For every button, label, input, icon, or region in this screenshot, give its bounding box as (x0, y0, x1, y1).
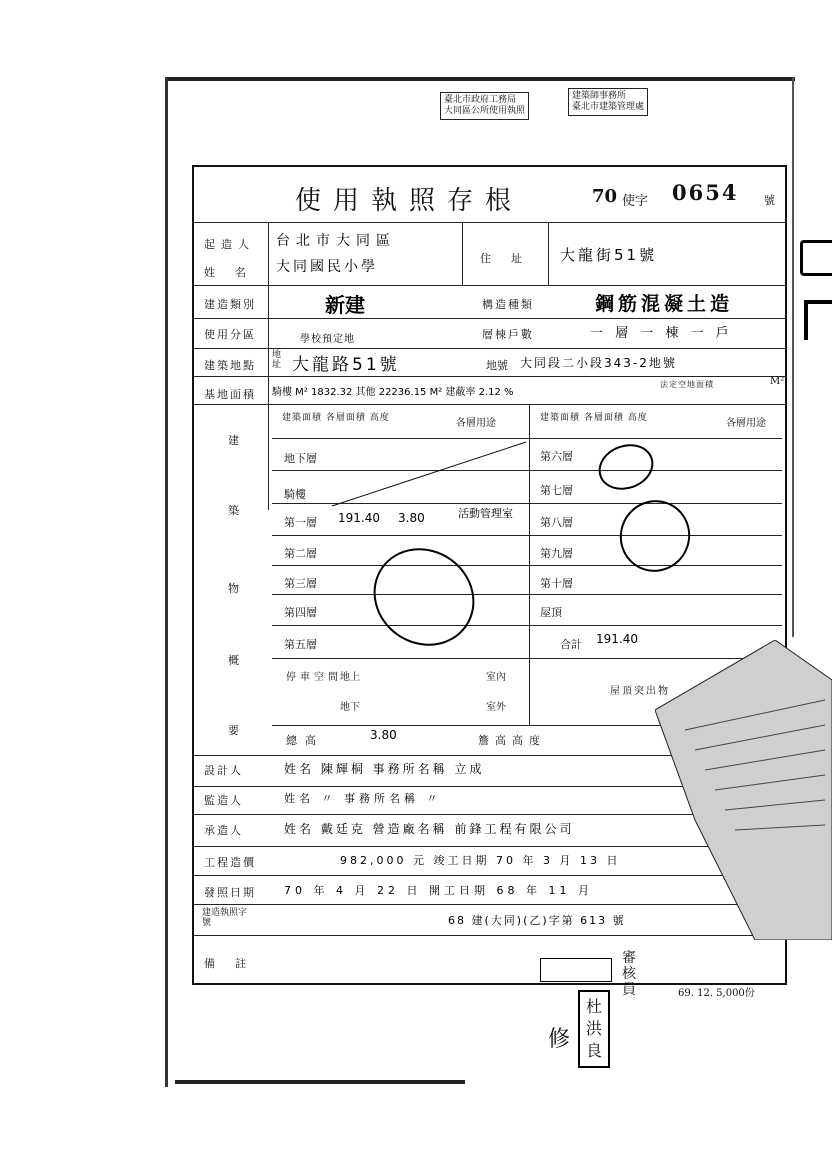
paper-edge (792, 77, 794, 637)
site-address: 大龍路51號 (292, 355, 400, 375)
contractor-value: 姓名 戴廷克 營造廠名稱 前鋒工程有限公司 (284, 822, 575, 836)
unit-m2: M² (770, 376, 785, 387)
supervisor-value: 姓名 〃 事務所名稱 〃 (284, 792, 442, 805)
issue-date-label: 發照日期 (204, 886, 256, 899)
name-label: 姓名 (204, 266, 266, 279)
edge-mark (800, 240, 832, 276)
address-label: 住址 (480, 252, 542, 265)
table-header-right (540, 410, 710, 423)
area-label: 基地面積 (204, 388, 256, 401)
row-label: 第三層 (284, 577, 317, 590)
row-label: 騎樓 (284, 488, 306, 501)
col-header: 各層用途 (726, 418, 766, 429)
floors-value: 一 層 一 棟 一 戶 (590, 326, 733, 341)
side-char: 築 (228, 504, 239, 517)
row-label: 第二層 (284, 547, 317, 560)
divider (272, 438, 782, 439)
paper-edge (175, 1080, 465, 1084)
building-type-value: 新建 (325, 293, 365, 317)
permit-label: 建造執照字號 (202, 908, 248, 928)
col-header: 各層用途 (456, 418, 496, 429)
reviewer-note: 審核員 (622, 950, 636, 998)
first-floor-height: 3.80 (398, 511, 425, 525)
page-title: 使用執照存根 (295, 186, 524, 216)
parking-under: 地下 (340, 702, 360, 713)
eave-label: 簷高高度 (478, 734, 546, 747)
permit-value: 68 建(大同)(乙)字第 613 號 (448, 914, 626, 927)
edge-mark (804, 300, 832, 340)
col-header: 高度 (369, 413, 390, 423)
supervisor-label: 監造人 (204, 794, 243, 807)
print-code: 69. 12. 5,000份 (678, 988, 755, 999)
row-label: 第六層 (540, 450, 573, 463)
col-header: 建築面積 (282, 413, 323, 423)
first-floor-area: 191.40 (338, 511, 380, 525)
permit-year: 70 (592, 186, 618, 207)
permit-serial: 0654 (672, 180, 739, 205)
stamp-line: 建築師事務所 (572, 91, 627, 101)
paper-edge (165, 77, 168, 1087)
cost-label: 工程造價 (204, 856, 256, 869)
building-type-label: 建造類別 (204, 298, 256, 311)
header-stamp-right (568, 88, 648, 116)
divider (193, 376, 786, 377)
header-stamp-left (440, 92, 529, 120)
divider (193, 318, 786, 319)
site-lot-label: 地號 (486, 359, 508, 372)
structure-label: 構造種類 (482, 298, 534, 311)
side-char: 建 (228, 434, 239, 447)
diagonal-strike (330, 440, 530, 510)
address-value: 大龍街51號 (560, 246, 658, 264)
divider (268, 223, 269, 510)
row-label: 合計 (560, 638, 582, 651)
height-label: 總高 (286, 734, 324, 747)
side-char: 要 (228, 724, 239, 737)
applicant-value: 台北市大同區 (276, 233, 396, 249)
issue-date-value: 70 年 4 月 22 日 開工日期 68 年 11 月 (284, 884, 593, 897)
col-header: 高度 (627, 413, 648, 423)
area-value: 騎樓 M² 1832.32 其他 22236.15 M² 建蔽率 2.12 % (272, 387, 514, 398)
torn-corner (655, 640, 832, 940)
designer-value: 姓名 陳輝桐 事務所名稱 立成 (284, 762, 485, 776)
divider (272, 625, 782, 626)
row-label: 第七層 (540, 484, 573, 497)
divider (548, 223, 549, 285)
signature-stamp: 杜 洪 良 (578, 990, 610, 1068)
side-char: 物 (228, 582, 239, 595)
row-label: 第十層 (540, 577, 573, 590)
parking-indoor: 室內 (486, 672, 506, 683)
divider (193, 222, 786, 223)
stamp-line: 臺北市政府工務局 (444, 95, 517, 105)
applicant-school: 大同國民小學 (276, 259, 378, 275)
usage-value: 學校預定地 (300, 334, 355, 345)
col-header: 建築面積 (540, 413, 581, 423)
legal-open-space: 法定空地面積 (660, 380, 714, 389)
site-lot: 大同段二小段343-2地號 (520, 356, 677, 370)
permit-suffix: 號 (764, 194, 775, 207)
parking-outdoor: 室外 (486, 702, 506, 713)
remarks-label: 備註 (204, 957, 266, 970)
approval-stamp (540, 958, 612, 982)
col-header: 各層面積 (583, 413, 624, 423)
usage-label: 使用分區 (204, 328, 256, 341)
parking-ground: 地上 (340, 672, 360, 683)
permit-prefix: 使字 (622, 194, 649, 209)
first-floor-use: 活動管理室 (458, 507, 513, 520)
divider (462, 223, 463, 285)
stamp-line: 大同區公所使用執照 (444, 106, 526, 116)
cost-value: 982,000 元 竣工日期 70 年 3 月 13 日 (340, 854, 621, 867)
row-label: 第九層 (540, 547, 573, 560)
divider (272, 535, 782, 536)
row-label: 第四層 (284, 606, 317, 619)
total-area: 191.40 (596, 632, 638, 646)
divider (193, 285, 786, 286)
row-label: 地下層 (284, 452, 317, 465)
stamp-line: 臺北市建築管理處 (572, 102, 645, 112)
site-label: 建築地點 (204, 359, 256, 372)
divider (272, 565, 782, 566)
structure-value: 鋼筋混凝土造 (595, 293, 734, 315)
table-header-left (282, 410, 462, 423)
col-header: 各層面積 (325, 413, 366, 423)
parking-label: 停車空間 (286, 672, 342, 683)
floors-label: 層棟戶數 (482, 328, 534, 341)
contractor-label: 承造人 (204, 824, 243, 837)
row-label: 第五層 (284, 638, 317, 651)
divider (193, 348, 786, 349)
row-label: 第一層 (284, 516, 317, 529)
designer-label: 設計人 (204, 764, 243, 777)
repair-mark: 修 (548, 1027, 571, 1052)
side-char: 概 (228, 654, 239, 667)
roof-note: 屋頂突出物 (610, 686, 670, 697)
row-label: 第八層 (540, 516, 573, 529)
applicant-label: 起造人 (204, 238, 255, 251)
height-value: 3.80 (370, 728, 397, 742)
site-prefix: 地址 (272, 350, 282, 370)
divider (272, 594, 782, 595)
divider (193, 404, 786, 405)
row-label: 屋頂 (540, 606, 562, 619)
paper-edge (165, 77, 795, 81)
